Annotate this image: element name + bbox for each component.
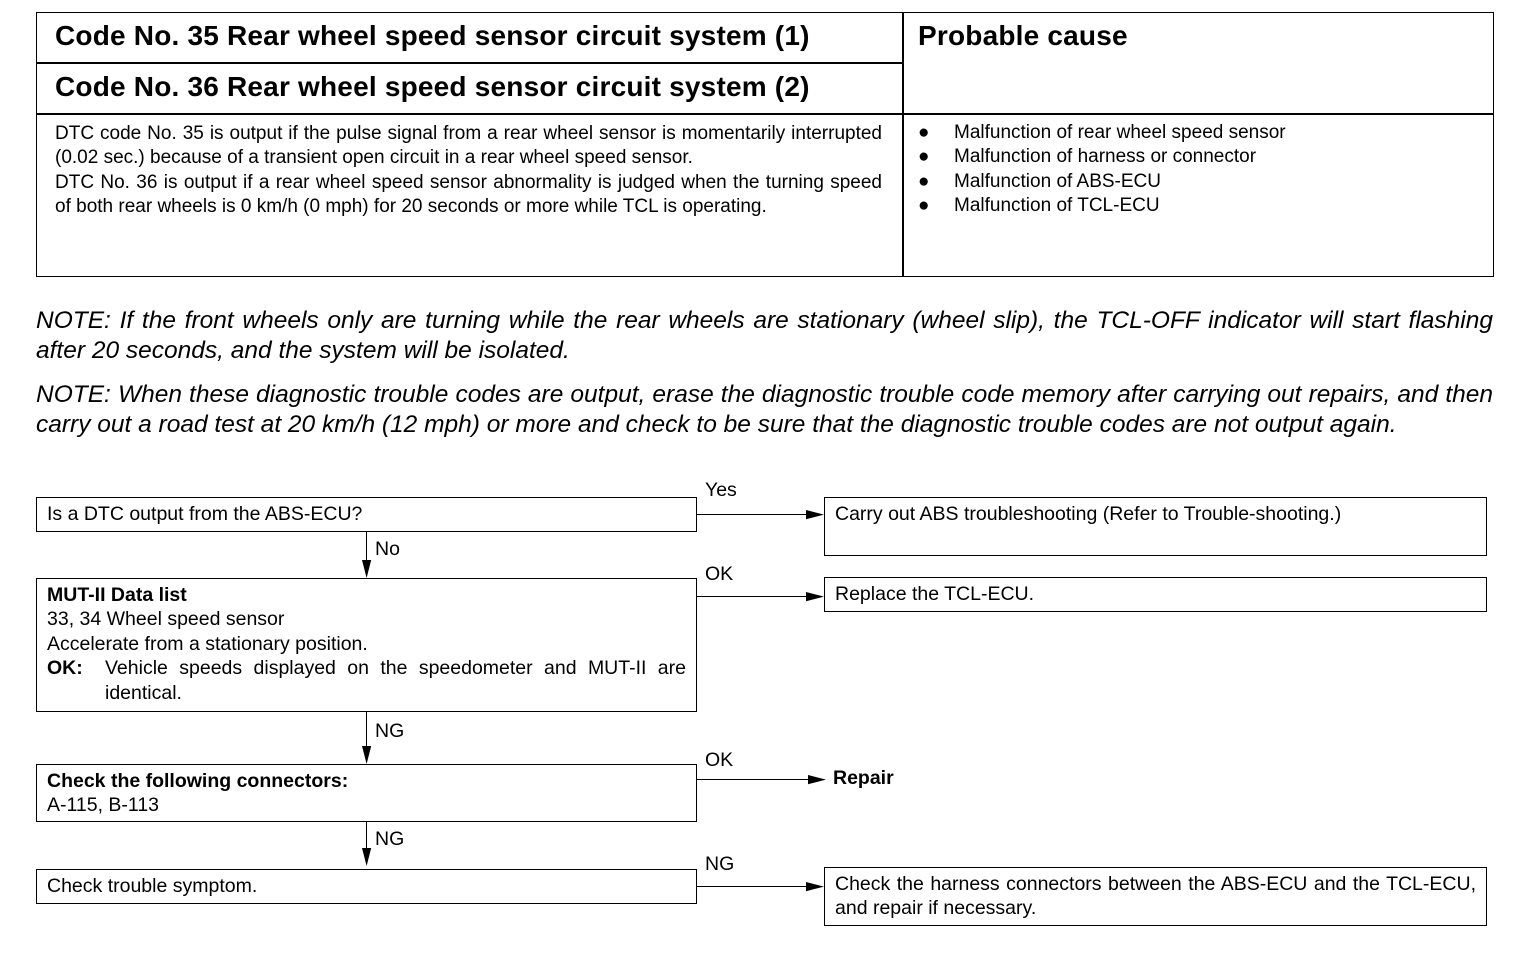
result-abs-troubleshooting (824, 497, 1487, 556)
ok-label: OK (705, 749, 734, 771)
ng-connector (366, 712, 367, 750)
step-title: Check the following connectors: (47, 770, 349, 792)
ok-criteria (47, 656, 686, 705)
result-text: Replace the TCL-ECU. (835, 583, 1035, 605)
result-text: Check the harness connectors between the ABS-ECU and the TCL-ECU, and repair if necessary. (835, 873, 1476, 920)
step-text: Is a DTC output from the ABS-ECU? (47, 503, 363, 525)
cause-item: ● Malfunction of rear wheel speed sensor (918, 121, 1478, 145)
step-line: 33, 34 Wheel speed sensor (47, 608, 285, 631)
bullet-icon: ● (918, 122, 930, 143)
step-line: Accelerate from a stationary position. (47, 632, 368, 655)
ng-connector (366, 822, 367, 863)
step-title: MUT-II Data list (47, 584, 187, 606)
ng-label: NG (705, 853, 735, 875)
result-repair: Repair (833, 767, 894, 789)
ok-label: OK (705, 563, 734, 585)
ok-value: Vehicle speeds displayed on the speedometer and MUT-II are identical. (105, 657, 686, 704)
step-mut-ii-data-list (36, 578, 697, 712)
cause-item: ● Malfunction of harness or connector (918, 145, 1478, 169)
ok-key: OK: (47, 657, 83, 680)
step-line: A-115, B-113 (47, 794, 160, 817)
ng-label: NG (375, 828, 405, 850)
code-35-title: Code No. 35 Rear wheel speed sensor circuit system (1) (55, 20, 810, 51)
description-code-35: DTC code No. 35 is output if the pulse signal from a rear wheel sensor is momentarily interrupted (0.02 sec.) because of a transient open circuit in a rear wheel speed sensor. (55, 123, 882, 169)
step-check-trouble-symptom (36, 869, 697, 904)
ng-label: NG (375, 720, 405, 742)
ok-connector (697, 596, 809, 597)
bullet-icon: ● (918, 195, 930, 217)
cause-item: ● Malfunction of TCL-ECU (918, 194, 1478, 218)
yes-label: Yes (705, 479, 737, 501)
code-36-title: Code No. 36 Rear wheel speed sensor circuit system (2) (55, 71, 810, 102)
yes-connector (697, 514, 809, 515)
result-text: Carry out ABS troubleshooting (Refer to Trouble-shooting.) (835, 503, 1342, 525)
bullet-icon: ● (918, 170, 930, 192)
bullet-icon: ● (918, 146, 930, 168)
ok-connector (697, 779, 809, 780)
description-code-36: DTC No. 36 is output if a rear wheel speed sensor abnormality is judged when the turning speed of both rear wheels is 0 km/h (0 mph) for 20 seconds or more while TCL is operating. (55, 171, 882, 218)
probable-cause-title: Probable cause (918, 20, 1128, 51)
no-connector (366, 532, 367, 564)
no-label: No (375, 538, 400, 560)
result-replace-tcl-ecu (824, 577, 1487, 612)
step-check-connectors (36, 764, 697, 822)
note-erase-memory: NOTE: When these diagnostic trouble codes are output, erase the diagnostic trouble code memory after carrying out repairs, and then carry out a road test at 20 km/h (12 mph) or more and check to be sure that the diagnostic trouble codes are not output again. (36, 381, 1493, 438)
arrow-right-icon (808, 775, 826, 784)
result-check-harness (824, 867, 1487, 926)
ng-connector (697, 886, 809, 887)
step-text: Check trouble symptom. (47, 875, 258, 897)
note-wheel-slip: NOTE: If the front wheels only are turning while the rear wheels are stationary (wheel slip), the TCL-OFF indicator will start flashing after 20 seconds, and the system will be isolated. (36, 307, 1493, 364)
cause-item: ● Malfunction of ABS-ECU (918, 170, 1478, 194)
step-dtc-output-check (36, 497, 697, 532)
